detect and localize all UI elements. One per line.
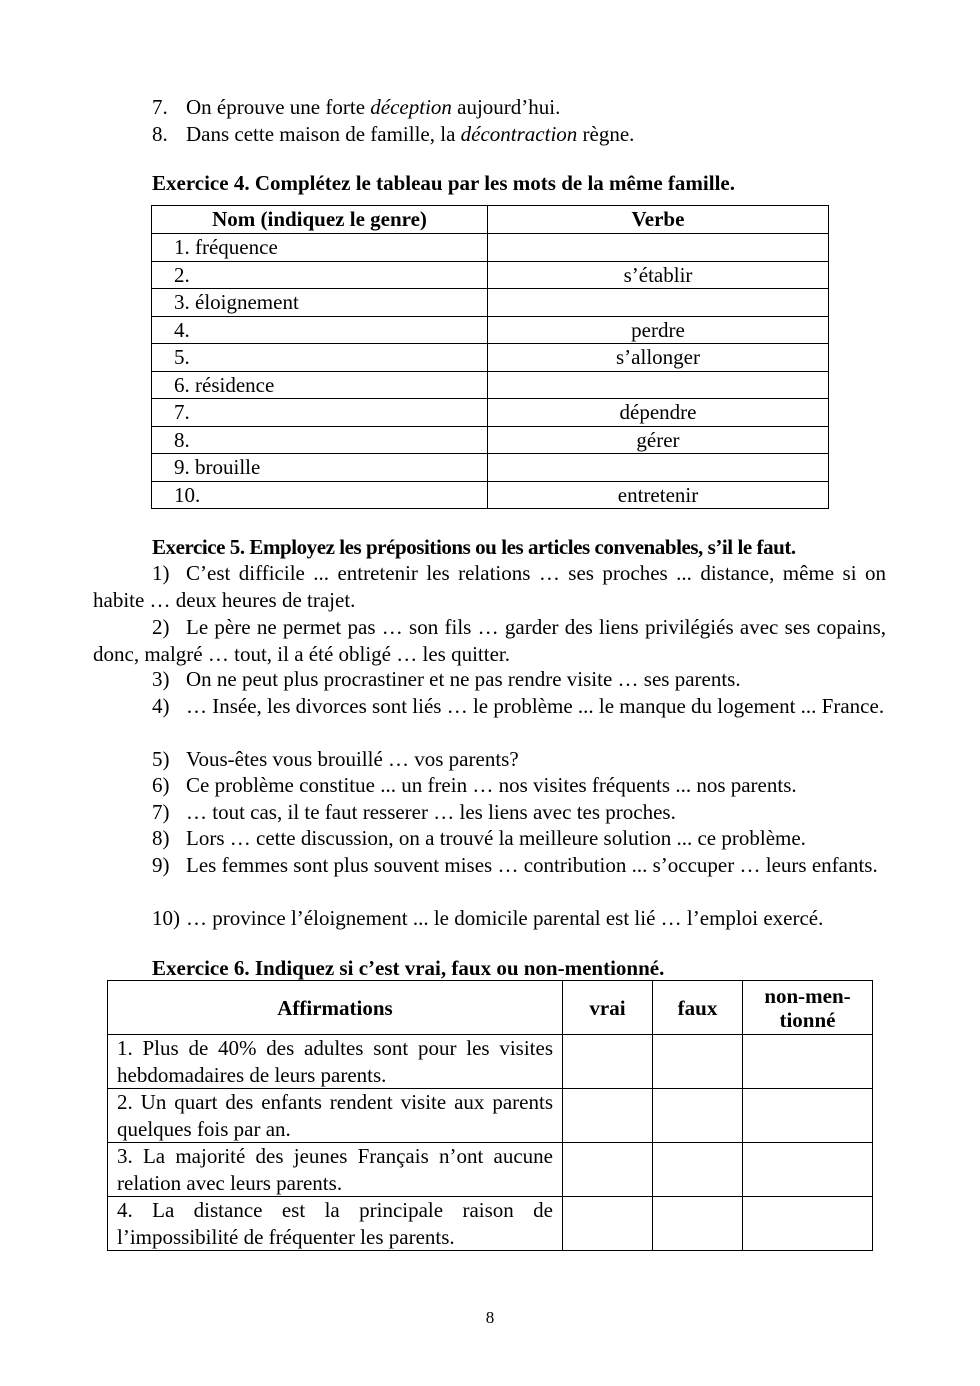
table-row xyxy=(152,316,829,344)
table-cell xyxy=(488,289,829,317)
table-row xyxy=(152,481,829,509)
table-cell: s’établir xyxy=(488,261,829,289)
statement-cell: 3. La majorité des jeunes Français n’ont aucune relation avec leurs parents. xyxy=(108,1143,563,1197)
exercise-5-item: 10) … province l’éloignement ... le domicile parental est lié … l’emploi exercé. xyxy=(152,906,824,930)
table-row xyxy=(152,426,829,454)
answer-cell-vrai[interactable] xyxy=(563,1197,653,1251)
table-cell: 5. xyxy=(152,344,488,372)
answer-cell-vrai[interactable] xyxy=(563,1089,653,1143)
answer-cell-non-mentionne[interactable] xyxy=(743,1143,873,1197)
answer-cell-non-mentionne[interactable] xyxy=(743,1197,873,1251)
table-cell: 4. xyxy=(152,316,488,344)
table-cell: 9. brouille xyxy=(152,454,488,482)
table-cell: 6. résidence xyxy=(152,371,488,399)
table-row xyxy=(108,1197,873,1251)
statement-cell: 1. Plus de 40% des adultes sont pour les visites hebdomadaires de leurs parents. xyxy=(108,1035,563,1089)
exercise-5-item: 1) C’est difficile ... entretenir les relations … ses proches ... distance, même si on habite … deux heures de trajet. xyxy=(93,561,886,612)
emphasis: déception xyxy=(370,95,452,119)
table-row xyxy=(108,1143,873,1197)
table-row xyxy=(152,399,829,427)
column-header-non-mentionne: non-men- tionné xyxy=(743,981,873,1035)
table-cell: dépendre xyxy=(488,399,829,427)
page-number: 8 xyxy=(485,1308,495,1327)
table-row xyxy=(152,234,829,262)
table-cell: 8. xyxy=(152,426,488,454)
table-header-row xyxy=(152,206,829,234)
table-row xyxy=(152,344,829,372)
exercise-5-item: 8) Lors … cette discussion, on a trouvé la meilleure solution ... ce problème. xyxy=(152,826,806,850)
exercise-5-item: 3) On ne peut plus procrastiner et ne pas rendre visite … ses parents. xyxy=(152,667,741,691)
exercise-5-title: Exercice 5. Employez les prépositions ou les articles convenables, s’il le faut. xyxy=(152,535,796,559)
list-item: 7. On éprouve une forte déception aujourd’hui. xyxy=(152,95,561,119)
exercise-6-title: Exercice 6. Indiquez si c’est vrai, faux ou non-mentionné. xyxy=(152,956,665,980)
exercise-5-item: 5) Vous-êtes vous brouillé … vos parents? xyxy=(152,747,519,771)
table-row xyxy=(108,1035,873,1089)
statement-cell: 4. La distance est la principale raison de l’impossibilité de fréquenter les parents. xyxy=(108,1197,563,1251)
exercise-5-item: 2) Le père ne permet pas … son fils … garder des liens privilégiés avec ses copains, donc, malgré … tout, il a été obligé … les quitter. xyxy=(93,615,886,666)
table-cell: perdre xyxy=(488,316,829,344)
column-header-vrai: vrai xyxy=(563,981,653,1035)
table-row xyxy=(108,1089,873,1143)
table-cell: 3. éloignement xyxy=(152,289,488,317)
table-cell xyxy=(488,454,829,482)
table-cell: gérer xyxy=(488,426,829,454)
table-cell: 7. xyxy=(152,399,488,427)
list-item: 8. Dans cette maison de famille, la décontraction règne. xyxy=(152,121,635,146)
table-cell: 2. xyxy=(152,261,488,289)
column-header-affirmations: Affirmations xyxy=(108,981,563,1035)
table-cell xyxy=(488,234,829,262)
answer-cell-non-mentionne[interactable] xyxy=(743,1035,873,1089)
answer-cell-vrai[interactable] xyxy=(563,1143,653,1197)
exercise-5-item: 7) … tout cas, il te faut resserer … les liens avec tes proches. xyxy=(152,800,676,824)
answer-cell-faux[interactable] xyxy=(653,1035,743,1089)
answer-cell-non-mentionne[interactable] xyxy=(743,1089,873,1143)
exercise-5-item: 9) Les femmes sont plus souvent mises … contribution ... s’occuper … leurs enfants. xyxy=(152,853,878,877)
table-row xyxy=(152,454,829,482)
exercise-4-title: Exercice 4. Complétez le tableau par les mots de la même famille. xyxy=(152,171,735,195)
statement-cell: 2. Un quart des enfants rendent visite aux parents quelques fois par an. xyxy=(108,1089,563,1143)
column-header-verbe: Verbe xyxy=(488,206,829,234)
table-row xyxy=(152,371,829,399)
answer-cell-faux[interactable] xyxy=(653,1089,743,1143)
table-row xyxy=(152,289,829,317)
column-header-nom: Nom (indiquez le genre) xyxy=(152,206,488,234)
table-cell: 1. fréquence xyxy=(152,234,488,262)
table-cell xyxy=(488,371,829,399)
table-cell: 10. xyxy=(152,481,488,509)
table-row xyxy=(152,261,829,289)
answer-cell-faux[interactable] xyxy=(653,1197,743,1251)
table-cell: entretenir xyxy=(488,481,829,509)
exercise-5-item: 4) … Insée, les divorces sont liés … le problème ... le manque du logement ... France. xyxy=(152,694,885,718)
answer-cell-faux[interactable] xyxy=(653,1143,743,1197)
exercise-5-item: 6) Ce problème constitue ... un frein … nos visites fréquents ... nos parents. xyxy=(152,773,797,797)
answer-cell-vrai[interactable] xyxy=(563,1035,653,1089)
table-cell: s’allonger xyxy=(488,344,829,372)
exercise-6-table xyxy=(107,980,873,1251)
column-header-faux: faux xyxy=(653,981,743,1035)
table-header-row xyxy=(108,981,873,1035)
emphasis: décontraction xyxy=(460,121,578,146)
exercise-4-table xyxy=(151,205,829,509)
